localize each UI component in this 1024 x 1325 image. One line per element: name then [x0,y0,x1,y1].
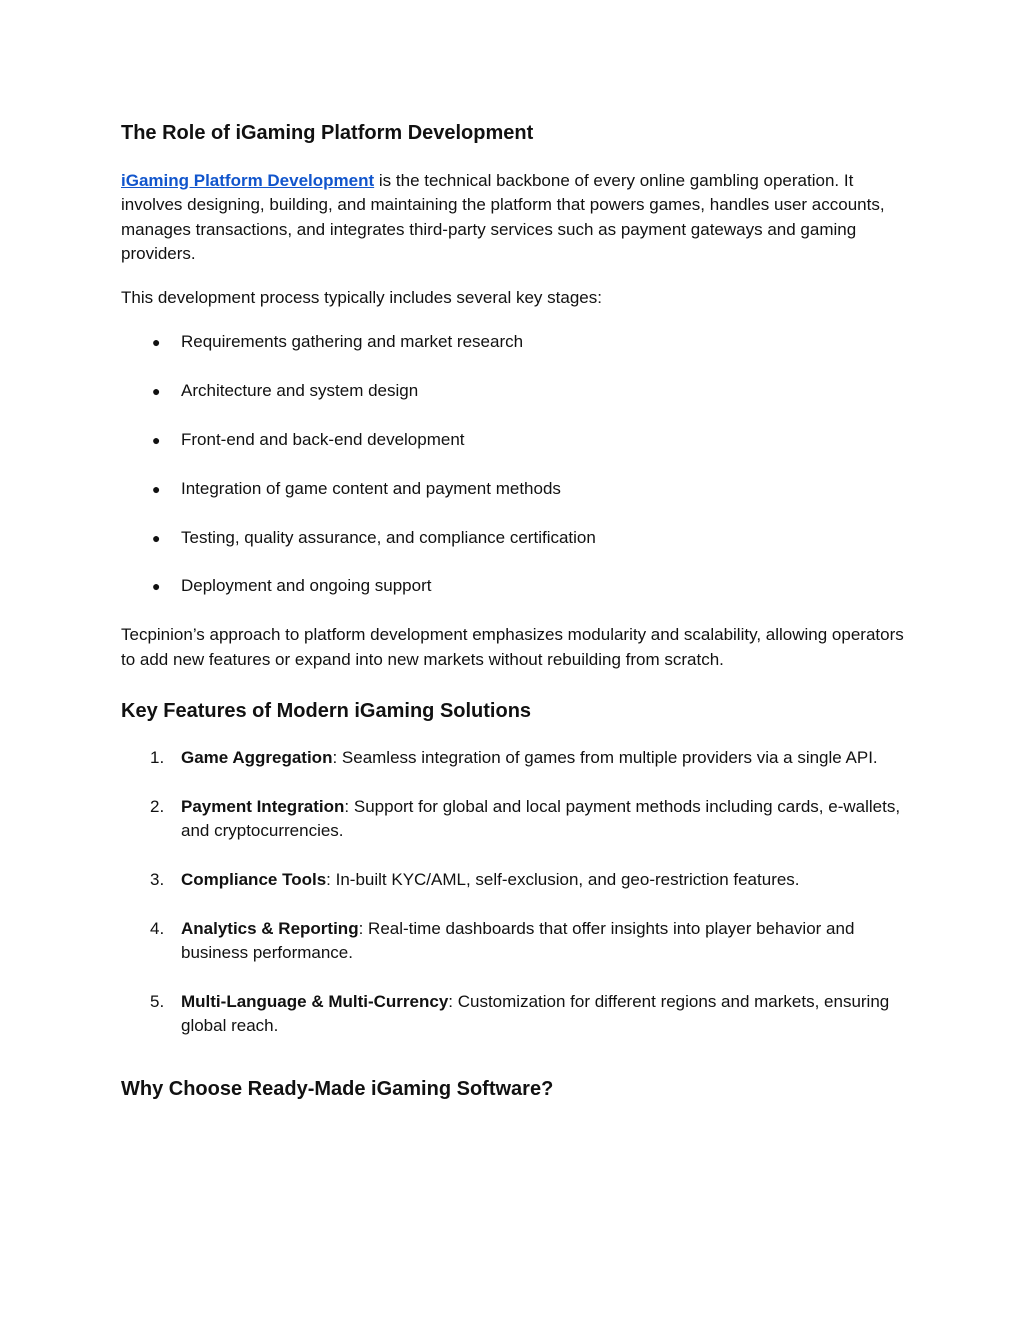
list-item-text: Deployment and ongoing support [181,576,432,596]
list-item [121,330,911,354]
igaming-platform-development-link[interactable]: iGaming Platform Development [121,171,375,190]
feature-item-game-aggregation [121,746,911,770]
feature-item-compliance-tools [121,868,911,892]
list-item-text: Architecture and system design [181,381,419,401]
list-item-text: Front-end and back-end development [181,430,465,450]
feature-term: Game Aggregation [181,747,333,767]
heading-key-features: Key Features of Modern iGaming Solutions [121,699,532,722]
heading-role-of-platform-development: The Role of iGaming Platform Development [121,122,534,144]
feature-term: Compliance Tools [181,869,327,889]
feature-description: : In-built KYC/AML, self-exclusion, and geo-restriction features. [326,869,800,889]
list-item [121,379,911,403]
list-number: 2. [150,796,165,816]
list-item [121,477,911,501]
bullet-icon: ● [152,578,161,595]
feature-description: : Seamless integration of games from multiple providers via a single API. [332,747,878,767]
stages-intro-paragraph: This development process typically includes several key stages: [121,288,602,308]
bullet-icon: ● [152,529,161,546]
list-item-text: Integration of game content and payment methods [181,478,561,498]
intro-paragraph-text: is the technical backbone of every online gambling operation. It involves designing, building, and maintaining the platform that powers games, handles user accounts, manages transactions, and integrates third-party services such as payment gateways and gaming providers. [121,171,885,263]
feature-item-multi-language-currency [121,990,911,1039]
document-content [121,118,911,1104]
list-item-text: Requirements gathering and market research [181,332,524,352]
list-item [121,526,911,550]
list-item [121,428,911,452]
list-item-text: Testing, quality assurance, and compliance certification [181,527,596,547]
list-item [121,574,911,598]
feature-description: : Support for global and local payment methods including cards, e-wallets, and cryptocurrencies. [181,796,901,840]
list-number: 3. [150,869,165,889]
bullet-icon: ● [152,432,161,449]
feature-description: : Customization for different regions and markets, ensuring global reach. [181,991,890,1035]
list-number: 1. [150,747,165,767]
list-number: 5. [150,991,165,1011]
bullet-icon: ● [152,480,161,497]
feature-term: Analytics & Reporting [181,918,359,938]
feature-term: Payment Integration [181,796,345,816]
approach-paragraph: Tecpinion’s approach to platform development emphasizes modularity and scalability, allowing operators to add new features or expand into new markets without rebuilding from scratch. [121,625,904,669]
heading-why-choose-ready-made: Why Choose Ready-Made iGaming Software? [121,1078,554,1101]
feature-item-analytics-reporting [121,917,911,966]
bullet-icon: ● [152,383,161,400]
stages-list [121,330,911,598]
intro-paragraph [121,169,911,266]
features-list [121,746,911,1038]
list-number: 4. [150,918,165,938]
bullet-icon: ● [152,334,161,351]
feature-description: : Real-time dashboards that offer insights into player behavior and business performance. [181,918,855,962]
feature-item-payment-integration [121,795,911,844]
feature-term: Multi-Language & Multi-Currency [181,991,449,1011]
